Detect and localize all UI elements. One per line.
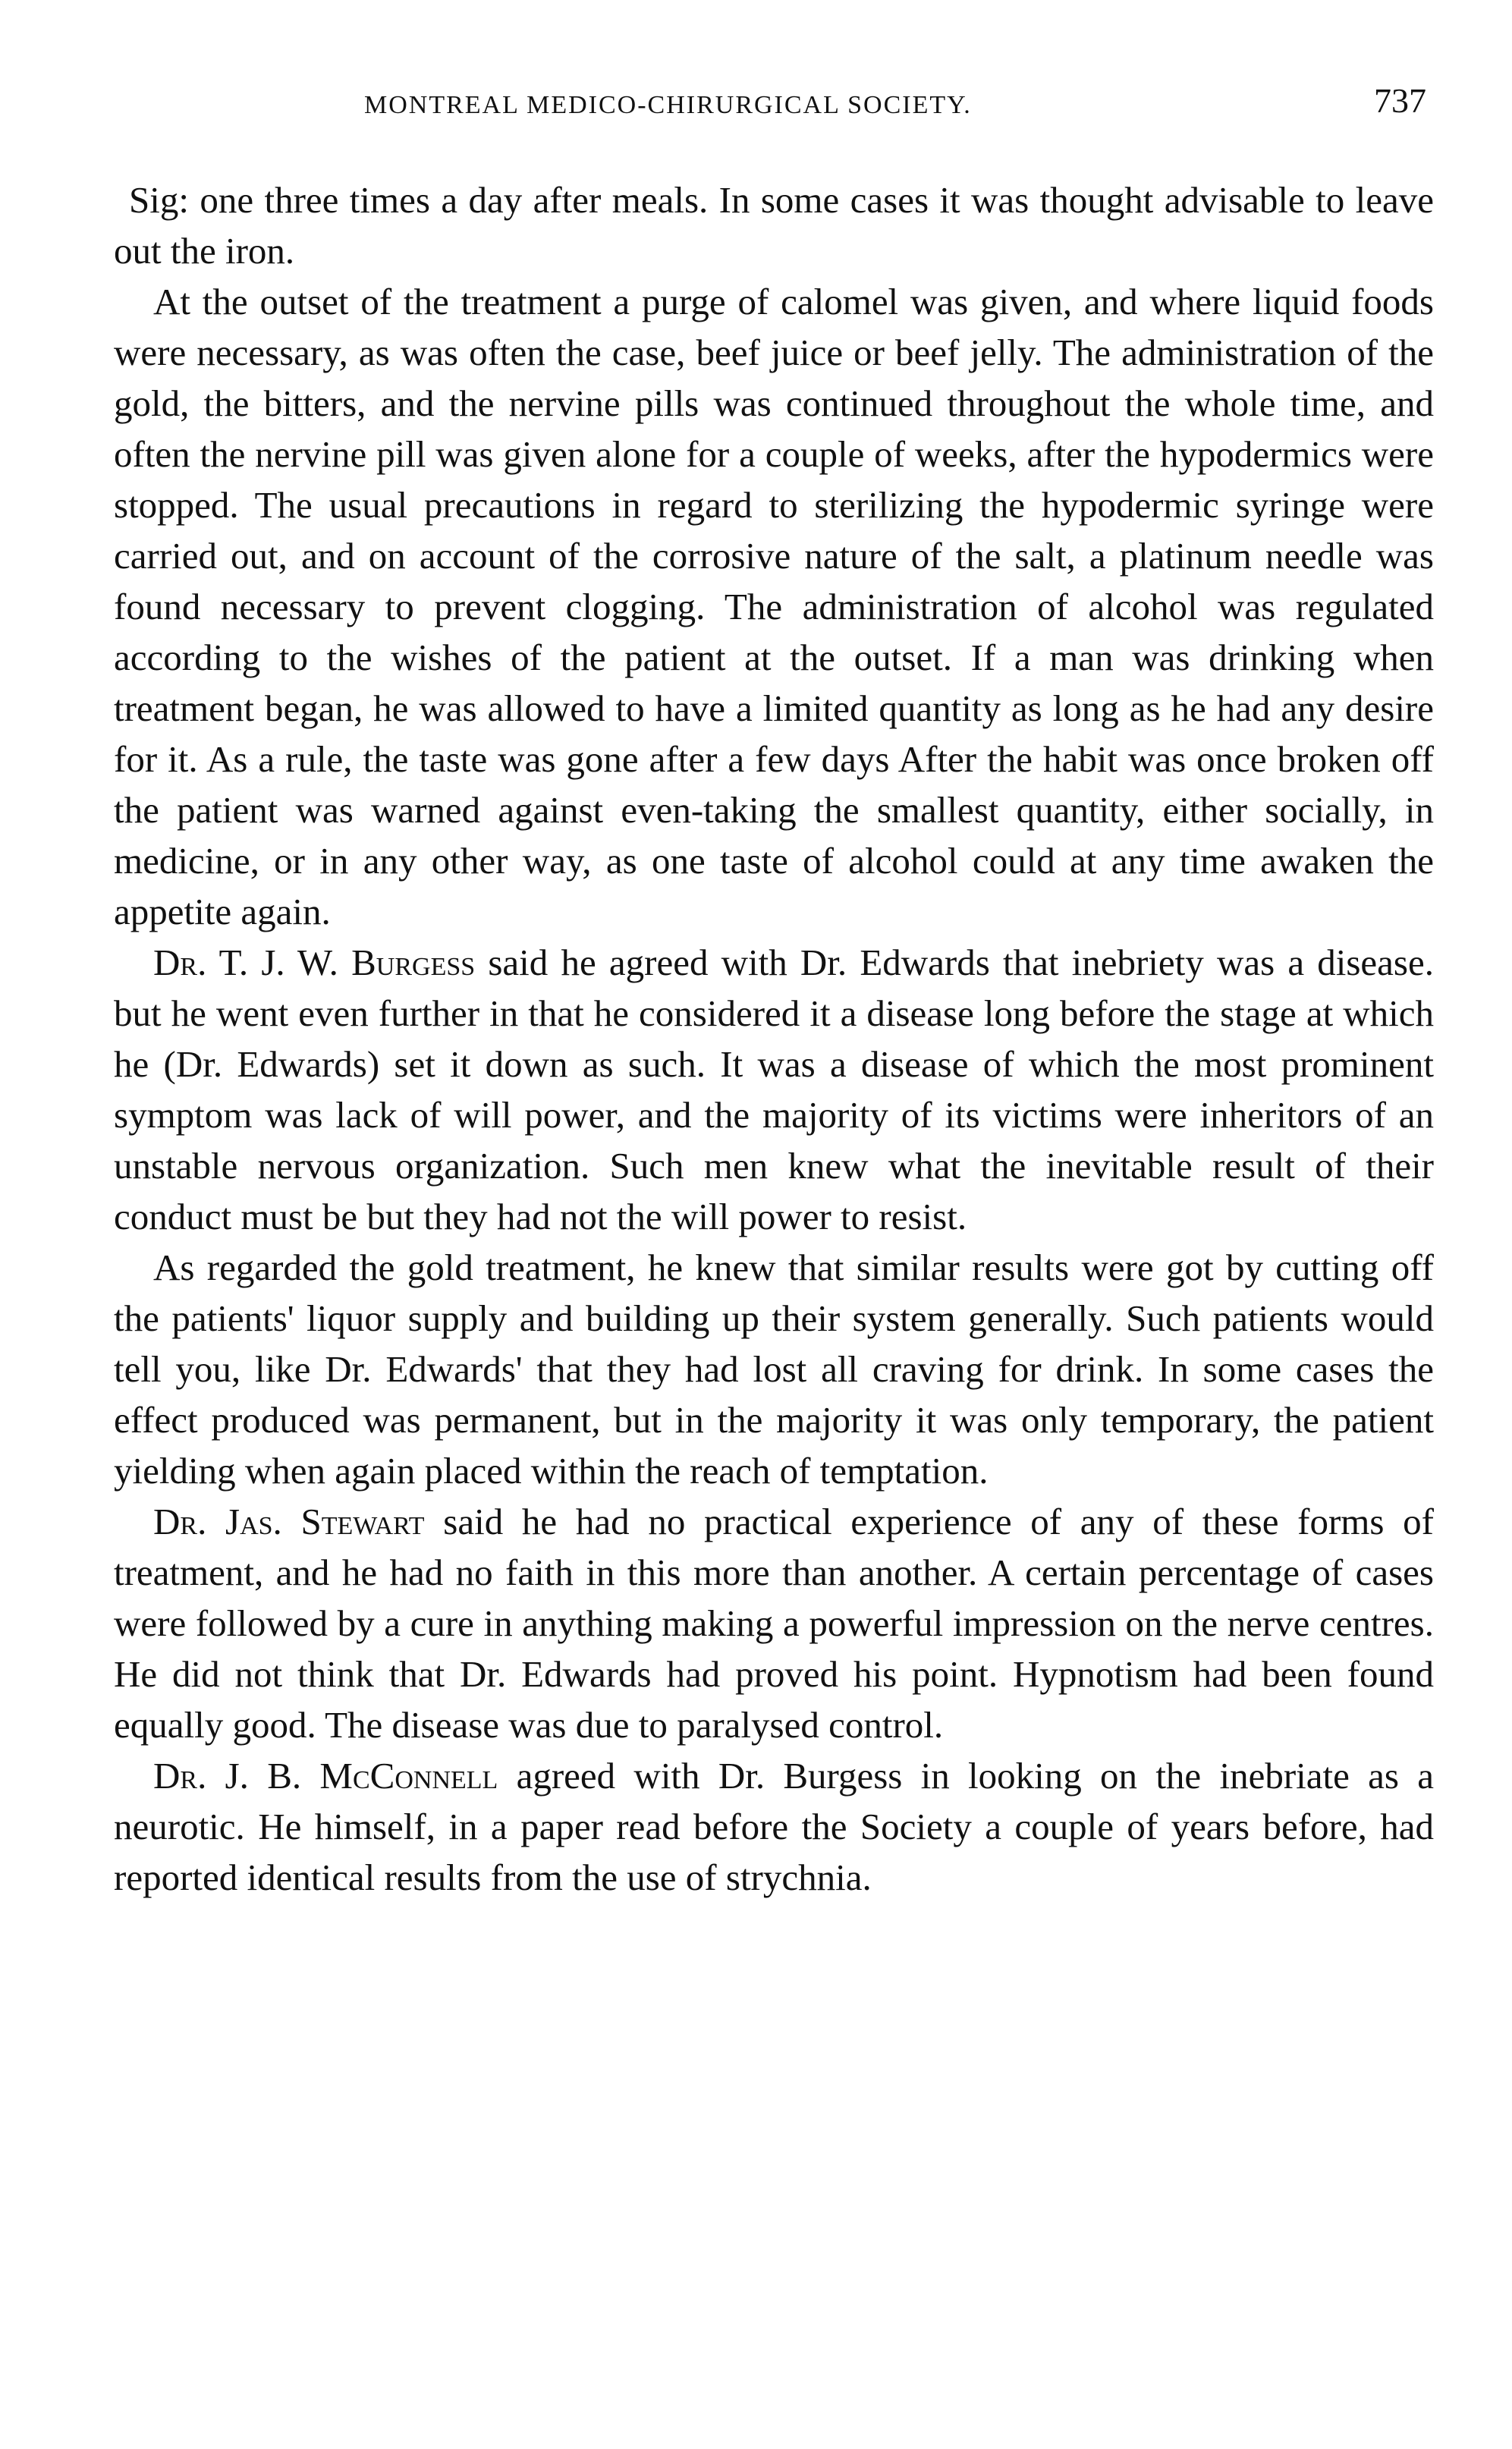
- body-text: [114, 174, 1434, 1903]
- paragraph-prescription-note: [114, 174, 1434, 276]
- paragraph-gold-treatment: [114, 1242, 1434, 1496]
- book-page: [114, 76, 1434, 1903]
- speaker-name: Dr. Jas. Stewart: [153, 1501, 425, 1542]
- paragraph-text: As regarded the gold treatment, he knew that similar results were got by cutting off the patients' liquor supply and building up their system generally. Such patients would tell you, like Dr. Edwards' that they had lost all craving for drink. In some cases the effect produced was permanent, but in the majority it was only temporary, the patient yielding when again placed within the reach of temptation.: [114, 1247, 1434, 1492]
- page-number: 737: [1374, 81, 1426, 120]
- speaker-name: Dr. J. B. McConnell: [153, 1755, 498, 1797]
- paragraph-text: said he agreed with Dr. Edwards that inebriety was a disease. but he went even further in that he considered it a disease long before the stage at which he (Dr. Edwards) set it down as such. It was a disease of which the most prominent symptom was lack of will power, and the majority of its victims were inheritors of an unstable nervous organization. Such men knew what the inevitable result of their conduct must be but they had not the will power to resist.: [114, 942, 1434, 1237]
- paragraph-text: At the outset of the treatment a purge of calomel was given, and where liquid foods were necessary, as was often the case, beef juice or beef jelly. The administration of the gold, the bitters, and the nervine pills was continued throughout the whole time, and often the nervine pill was given alone for a couple of weeks, after the hypodermics were stopped. The usual precautions in regard to sterilizing the hypodermic syringe were carried out, and on account of the corrosive nature of the salt, a platinum needle was found necessary to prevent clogging. The administration of alcohol was regulated according to the wishes of the patient at the outset. If a man was drinking when treatment began, he was allowed to have a limited quantity as long as he had any desire for it. As a rule, the taste was gone after a few days After the habit was once broken off the patient was warned against even-taking the smallest quantity, either socially, in medicine, or in any other way, as one taste of alcohol could at any time awaken the appetite again.: [114, 281, 1434, 932]
- paragraph-burgess-remarks: [114, 937, 1434, 1242]
- paragraph-text: agreed with Dr. Burgess in looking on the inebriate as a neurotic. He himself, in a paper read before the Society a couple of years before, had reported identical results from the use of strychnia.: [114, 1755, 1434, 1898]
- paragraph-text: Sig: one three times a day after meals. In some cases it was thought advisable to leave out the iron.: [114, 179, 1434, 272]
- running-title: MONTREAL MEDICO-CHIRURGICAL SOCIETY.: [364, 91, 972, 119]
- paragraph-text: said he had no practical experience of any of these forms of treatment, and he had no faith in this more than another. A certain percentage of cases were followed by a cure in anything making a powerful impression on the nerve centres. He did not think that Dr. Edwards had proved his point. Hypnotism had been found equally good. The disease was due to paralysed control.: [114, 1501, 1434, 1746]
- running-head: [114, 76, 1434, 144]
- paragraph-stewart-remarks: [114, 1496, 1434, 1750]
- speaker-name: Dr. T. J. W. Burgess: [153, 942, 476, 983]
- paragraph-treatment-description: [114, 276, 1434, 937]
- paragraph-mcconnell-remarks: [114, 1750, 1434, 1903]
